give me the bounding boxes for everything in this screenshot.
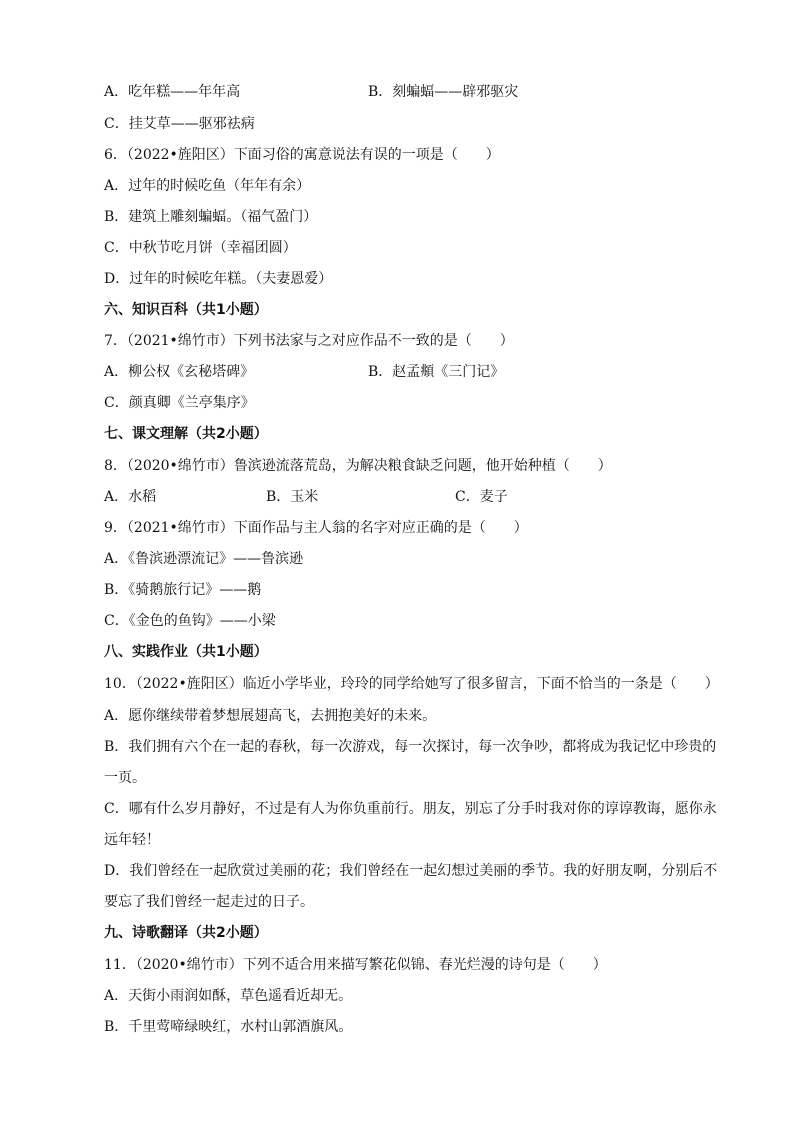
q8-stem: 8．（2020•绵竹市）鲁滨逊流落荒岛，为解决粮食缺乏问题，他开始种植（ ） — [104, 458, 612, 474]
q5-option-c: C．挂艾草——驱邪祛病 — [104, 116, 255, 132]
q6-option-c: C．中秋节吃月饼（幸福团圆） — [104, 240, 297, 256]
q10-option-c-line2: 远年轻！ — [104, 832, 160, 848]
q9-option-b: B．《骑鹅旅行记》——鹅 — [104, 582, 262, 598]
q7-option-b: B．赵孟頫《三门记》 — [368, 364, 505, 380]
q6-stem: 6．（2022•旌阳区）下面习俗的寓意说法有误的一项是（ ） — [104, 147, 500, 163]
q10-option-d-line1: D．我们曾经在一起欣赏过美丽的花；我们曾经在一起幻想过美丽的季节。我的好朋友啊，分别后不 — [104, 863, 718, 879]
q9-stem: 9．（2021•绵竹市）下面作品与主人翁的名字对应正确的是（ ） — [104, 520, 528, 536]
q6-option-a: A．过年的时候吃鱼（年年有余） — [104, 178, 311, 194]
q5-option-a: A．吃年糕——年年高 — [104, 84, 241, 100]
q11-stem: 11．（2020•绵竹市）下列不适合用来描写繁花似锦、春光烂漫的诗句是（ ） — [104, 957, 607, 973]
q6-option-d: D．过年的时候吃年糕。（夫妻恩爱） — [104, 271, 333, 287]
q7-option-a: A．柳公权《玄秘塔碑》 — [104, 364, 255, 380]
q5-option-b: B．刻蝙蝠——辟邪驱灾 — [368, 84, 519, 100]
q9-option-c: C．《金色的鱼钩》——小梁 — [104, 613, 276, 629]
q8-option-a: A．水稻 — [104, 489, 157, 505]
q10-option-d-line2: 要忘了我们曾经一起走过的日子。 — [104, 894, 314, 910]
q11-option-b: B．千里莺啼绿映红，水村山郭酒旗风。 — [104, 1019, 353, 1035]
section-heading-7: 七、课文理解（共2小题） — [104, 426, 268, 442]
q10-option-a: A．愿你继续带着梦想展翅高飞，去拥抱美好的未来。 — [104, 708, 437, 724]
q8-option-c: C．麦子 — [455, 489, 508, 505]
q10-option-b-line1: B．我们拥有六个在一起的春秋，每一次游戏，每一次探讨，每一次争吵，都将成为我记忆中珍贵的 — [104, 739, 717, 755]
section-heading-6: 六、知识百科（共1小题） — [104, 302, 268, 318]
q10-option-b-line2: 一页。 — [104, 770, 146, 786]
q10-stem: 10．（2022•旌阳区）临近小学毕业，玲玲的同学给她写了很多留言，下面不恰当的一条是（ ） — [104, 676, 719, 692]
section-heading-9: 九、诗歌翻译（共2小题） — [104, 925, 268, 941]
q6-option-b: B．建筑上雕刻蝙蝠。（福气盈门） — [104, 209, 318, 225]
q9-option-a: A．《鲁滨逊漂流记》——鲁滨逊 — [104, 551, 304, 567]
q7-stem: 7．（2021•绵竹市）下列书法家与之对应作品不一致的是（ ） — [104, 333, 514, 349]
q10-option-c-line1: C．哪有什么岁月静好，不过是有人为你负重前行。朋友，别忘了分手时我对你的谆谆教诲，愿你永 — [104, 801, 717, 817]
q8-option-b: B．玉米 — [266, 489, 319, 505]
q7-option-c: C．颜真卿《兰亭集序》 — [104, 395, 255, 411]
section-heading-8: 八、实践作业（共1小题） — [104, 644, 268, 660]
q11-option-a: A．天街小雨润如酥，草色遥看近却无。 — [104, 988, 353, 1004]
